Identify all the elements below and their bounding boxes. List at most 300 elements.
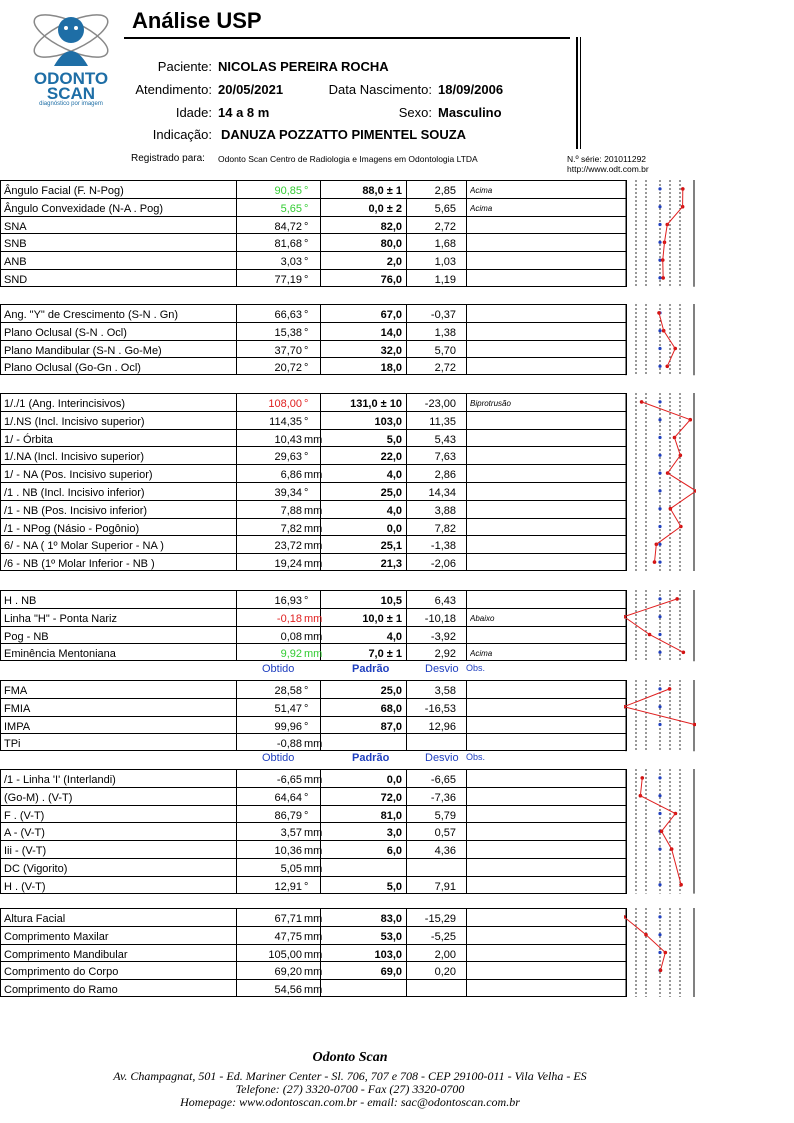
cell-name: 1/.NA (Incl. Incisivo superior) <box>4 451 144 464</box>
chart-norm-point <box>658 187 661 190</box>
cell-unit: mm <box>304 469 323 482</box>
cell-padrao: 0,0 ± 2 <box>368 202 402 215</box>
page-title: Análise USP <box>132 8 262 33</box>
cell-unit: mm <box>304 966 323 979</box>
cell-unit: ° <box>304 415 309 428</box>
table-row <box>0 961 627 979</box>
col-header-desvio: Desvio <box>425 752 459 764</box>
chart-norm-point <box>658 633 661 636</box>
logo-tagline: diagnóstico por imagem <box>39 101 103 107</box>
cell-obtido: -6,65 <box>276 774 302 786</box>
cell-obtido: 39,34 <box>274 487 302 499</box>
cell-desvio: 1,68 <box>434 238 456 251</box>
logo <box>26 6 116 106</box>
col-header-padrao: Padrão <box>352 752 390 764</box>
cell-name: (Go-M) . (V-T) <box>4 791 73 804</box>
cell-unit: mm <box>304 845 323 858</box>
cell-desvio: 5,43 <box>434 433 456 446</box>
cell-obs <box>470 680 560 698</box>
cell-unit: ° <box>304 202 309 215</box>
chart-norm-point <box>658 615 661 618</box>
cell-padrao: 14,0 <box>380 326 402 339</box>
header-frame-inner <box>578 37 581 149</box>
table-row <box>0 518 627 536</box>
table-row <box>0 464 627 482</box>
chart-deviation-line <box>642 402 696 562</box>
cell-obs <box>470 979 560 997</box>
cell-unit: ° <box>304 451 309 464</box>
cell-obtido: 81,68 <box>274 238 302 251</box>
cell-name: 6/ - NA ( 1º Molar Superior - NA ) <box>4 540 164 553</box>
cell-name: Eminência Mentoniana <box>4 648 116 661</box>
table-row <box>0 216 627 234</box>
cell-obtido: 5,05 <box>280 863 302 875</box>
chart-norm-point <box>658 915 661 918</box>
cell-padrao: 3,0 <box>386 827 402 840</box>
cell-obs <box>470 733 560 751</box>
table-row <box>0 805 627 823</box>
cell-unit: ° <box>304 702 309 715</box>
cell-obtido: 108,00 <box>268 398 302 410</box>
chart-norm-point <box>658 951 661 954</box>
cell-name: Comprimento do Ramo <box>4 984 118 997</box>
cell-obs <box>470 269 560 287</box>
cell-obs: Biprotrusão <box>470 399 511 408</box>
cell-padrao: 4,0 <box>386 469 402 482</box>
cell-obtido: 12,91 <box>274 880 302 893</box>
cell-desvio: -1,38 <box>430 540 456 553</box>
cell-desvio <box>406 733 456 751</box>
cell-name: /1 - NB (Pos. Incisivo inferior) <box>4 504 148 517</box>
footer-web: Homepage: www.odontoscan.com.br - email: sac@odontoscan.com.br <box>180 1095 520 1109</box>
cell-obtido: 15,38 <box>274 326 302 339</box>
chart-norm-point <box>658 561 661 564</box>
cell-unit: mm <box>304 433 323 446</box>
cell-desvio: 5,65 <box>434 202 456 215</box>
chart-norm-point <box>658 723 661 726</box>
cell-obs <box>470 805 560 823</box>
cell-obs <box>470 322 560 340</box>
cell-unit: ° <box>304 685 309 697</box>
chart-norm-point <box>658 687 661 690</box>
table-row <box>0 304 627 322</box>
cell-name: Linha "H" - Ponta Nariz <box>4 612 117 625</box>
paciente-value: NICOLAS PEREIRA ROCHA <box>218 59 389 74</box>
cell-obs <box>470 840 560 858</box>
cell-unit: ° <box>304 256 309 269</box>
cell-obs <box>470 251 560 269</box>
cell-obtido: 6,86 <box>280 469 302 482</box>
cell-name: Comprimento do Corpo <box>4 966 119 979</box>
cell-name: Comprimento Maxilar <box>4 930 109 943</box>
cell-unit: mm <box>304 863 323 875</box>
chart-norm-point <box>658 347 661 350</box>
cell-unit: mm <box>304 558 323 571</box>
cell-obtido: 19,24 <box>274 558 302 571</box>
nascimento-value: 18/09/2006 <box>438 82 504 97</box>
cell-unit: ° <box>304 326 309 339</box>
cell-padrao: 81,0 <box>380 809 402 822</box>
table-row <box>0 590 627 608</box>
cell-desvio: 2,00 <box>434 948 456 961</box>
table-row <box>0 908 627 926</box>
chart-norm-point <box>658 400 661 403</box>
cell-name: 1/./1 (Ang. Interincisivos) <box>4 398 126 410</box>
cell-obs <box>470 500 560 518</box>
cell-desvio: 1,03 <box>434 256 456 269</box>
cell-obs <box>470 787 560 805</box>
table-row <box>0 393 627 411</box>
cell-obs <box>470 626 560 644</box>
table-row <box>0 198 627 216</box>
table-row <box>0 643 627 661</box>
cell-padrao: 6,0 <box>386 845 402 858</box>
cell-name: 1/.NS (Incl. Incisivo superior) <box>4 415 145 428</box>
cell-unit: mm <box>304 738 323 751</box>
cell-unit: ° <box>304 809 309 822</box>
nascimento-label: Data Nascimento: <box>328 82 432 97</box>
deviation-chart <box>624 175 696 1005</box>
chart-norm-point <box>658 489 661 492</box>
cell-obs <box>470 908 560 926</box>
table-row <box>0 446 627 464</box>
cell-desvio: 3,58 <box>434 685 456 697</box>
cell-unit: ° <box>304 344 309 357</box>
cell-name: Ang. "Y" de Crescimento (S-N . Gn) <box>4 309 179 321</box>
cell-unit: ° <box>304 880 309 893</box>
chart-norm-point <box>658 436 661 439</box>
cell-padrao: 0,0 <box>386 522 402 535</box>
cell-name: /6 - NB (1º Molar Inferior - NB ) <box>4 558 155 571</box>
cell-padrao: 103,0 <box>374 415 402 428</box>
col-header-obs: Obs. <box>466 663 486 673</box>
idade-label: Idade: <box>175 105 212 120</box>
cell-obtido: 7,88 <box>280 504 302 517</box>
cell-desvio: 14,34 <box>428 487 456 499</box>
header-frame <box>566 37 578 149</box>
table-row <box>0 822 627 840</box>
cell-desvio <box>406 858 456 876</box>
cell-desvio: 1,19 <box>434 274 456 286</box>
chart-norm-point <box>658 276 661 279</box>
indicacao-value: DANUZA POZZATTO PIMENTEL SOUZA <box>221 127 467 142</box>
cell-obs <box>470 944 560 962</box>
table-row <box>0 251 627 269</box>
cell-padrao: 22,0 <box>380 451 402 464</box>
footer-phone: Telefone: (27) 3320-0700 - Fax (27) 3320-0700 <box>235 1082 465 1096</box>
table-row <box>0 340 627 358</box>
cell-obtido: 114,35 <box>269 415 302 428</box>
chart-norm-point <box>658 241 661 244</box>
cell-obtido: 28,58 <box>274 685 302 697</box>
cell-desvio: 12,96 <box>428 720 456 733</box>
table-row <box>0 429 627 447</box>
cell-name: /1 . NB (Incl. Incisivo inferior) <box>4 487 145 499</box>
cell-obtido: 5,65 <box>280 202 302 215</box>
chart-norm-point <box>658 365 661 368</box>
cell-padrao: 68,0 <box>380 702 402 715</box>
table-row <box>0 626 627 644</box>
chart-value-point <box>665 365 669 369</box>
cell-obtido: 23,72 <box>274 540 302 553</box>
table-row <box>0 233 627 251</box>
idade-value: 14 a 8 m <box>218 105 270 120</box>
cell-name: SNB <box>4 238 27 251</box>
sexo-value: Masculino <box>438 105 502 120</box>
cell-obs: Acima <box>470 649 493 659</box>
cell-padrao: 88,0 ± 1 <box>362 185 402 197</box>
cell-obs <box>470 357 560 375</box>
cell-obtido: 105,00 <box>268 948 302 961</box>
table-row <box>0 411 627 429</box>
atendimento-label: Atendimento: <box>135 82 212 97</box>
table-row <box>0 608 627 626</box>
cell-obtido: 47,75 <box>274 930 302 943</box>
cell-desvio: -10,18 <box>424 612 456 625</box>
cell-unit: ° <box>304 720 309 733</box>
cell-padrao <box>322 733 402 751</box>
cell-name: A - (V-T) <box>4 827 45 840</box>
chart-norm-point <box>658 418 661 421</box>
cell-padrao <box>322 979 402 997</box>
cell-unit: mm <box>304 913 323 925</box>
cell-obs <box>470 716 560 734</box>
cell-unit: ° <box>304 238 309 251</box>
chart-norm-point <box>658 472 661 475</box>
cell-name: Altura Facial <box>4 913 66 925</box>
cell-desvio: -3,92 <box>430 630 456 643</box>
cell-unit: ° <box>304 487 309 499</box>
cell-obs <box>470 876 560 894</box>
cell-padrao: 103,0 <box>374 948 402 961</box>
chart-norm-point <box>658 848 661 851</box>
cell-name: H . NB <box>4 595 37 607</box>
cell-padrao: 21,3 <box>380 558 402 571</box>
cell-name: Plano Mandibular (S-N . Go-Me) <box>4 344 162 357</box>
cell-name: /1 - Linha 'I' (Interlandi) <box>4 774 116 786</box>
cell-obtido: 7,82 <box>280 522 302 535</box>
cell-obs <box>470 858 560 876</box>
table-row <box>0 698 627 716</box>
cell-padrao: 0,0 <box>386 774 402 786</box>
cell-padrao: 67,0 <box>380 309 402 321</box>
cell-unit: mm <box>304 774 323 786</box>
cell-desvio: 7,82 <box>434 522 456 535</box>
cell-desvio: -0,37 <box>430 309 456 321</box>
cell-name: SND <box>4 274 28 286</box>
cell-name: Iii - (V-T) <box>4 845 47 858</box>
cell-unit: ° <box>304 791 309 804</box>
cell-desvio: 7,63 <box>434 451 456 464</box>
cell-obs <box>470 769 560 787</box>
cell-obs <box>470 233 560 251</box>
chart-norm-point <box>658 507 661 510</box>
cell-name: TPi <box>4 738 21 751</box>
cell-obtido: 3,57 <box>280 827 302 840</box>
cell-unit: ° <box>304 274 309 286</box>
cell-obs <box>470 429 560 447</box>
cell-obs <box>470 216 560 234</box>
cell-desvio: 7,91 <box>434 880 456 893</box>
chart-norm-point <box>658 597 661 600</box>
table-row <box>0 787 627 805</box>
cell-padrao: 5,0 <box>386 433 402 446</box>
table-row <box>0 500 627 518</box>
cell-padrao: 76,0 <box>380 274 402 286</box>
cell-unit: mm <box>304 612 323 625</box>
cell-obtido: -0,88 <box>276 738 302 751</box>
cell-padrao: 69,0 <box>380 966 402 979</box>
cell-unit: ° <box>304 309 309 321</box>
cell-padrao: 53,0 <box>380 930 402 943</box>
col-header-obs: Obs. <box>466 752 486 762</box>
cell-name: 1/ - NA (Pos. Incisivo superior) <box>4 469 153 482</box>
cell-unit: mm <box>304 948 323 961</box>
chart-norm-point <box>658 329 661 332</box>
cell-name: Comprimento Mandibular <box>4 948 128 961</box>
cell-desvio: 4,36 <box>434 845 456 858</box>
logo-brand-1: ODONTO <box>33 69 109 88</box>
cell-obtido: 10,36 <box>274 845 302 858</box>
cell-desvio: 5,79 <box>434 809 456 822</box>
cell-padrao: 4,0 <box>386 504 402 517</box>
cell-unit: ° <box>304 362 309 375</box>
chart-norm-point <box>658 776 661 779</box>
cell-desvio: -2,06 <box>430 558 456 571</box>
cell-obtido: 84,72 <box>274 220 302 233</box>
cell-padrao: 2,0 <box>386 256 402 269</box>
cell-obs: Acima <box>470 186 493 195</box>
cell-obs <box>470 698 560 716</box>
cell-desvio: 2,86 <box>434 469 456 482</box>
cell-name: 1/ - Órbita <box>4 433 53 446</box>
registrado-value: Odonto Scan Centro de Radiologia e Imagens em Odontologia LTDA <box>218 154 478 164</box>
chart-norm-point <box>658 525 661 528</box>
cell-padrao: 25,0 <box>380 487 402 499</box>
cell-obs <box>470 411 560 429</box>
table-row <box>0 180 627 198</box>
sexo-label: Sexo: <box>398 105 432 120</box>
cell-unit: ° <box>304 398 309 410</box>
cell-unit: mm <box>304 504 323 517</box>
cell-unit: mm <box>304 522 323 535</box>
table-row <box>0 680 627 698</box>
cell-obtido: 51,47 <box>274 702 302 715</box>
cell-name: Plano Oclusal (S-N . Ocl) <box>4 326 127 339</box>
cell-desvio: 2,92 <box>434 648 456 661</box>
cell-obs <box>470 553 560 571</box>
cell-obtido: 3,03 <box>280 256 302 269</box>
cell-obtido: 0,08 <box>280 630 302 643</box>
header-divider <box>124 37 570 39</box>
table-row <box>0 716 627 734</box>
cell-unit: ° <box>304 185 309 197</box>
cell-padrao: 7,0 ± 1 <box>368 648 402 661</box>
cell-padrao: 25,0 <box>380 685 402 697</box>
paciente-label: Paciente: <box>157 59 212 74</box>
cell-obtido: 99,96 <box>274 720 302 733</box>
cell-unit: mm <box>304 630 323 643</box>
cell-padrao: 18,0 <box>380 362 402 375</box>
cell-padrao: 32,0 <box>380 344 402 357</box>
cell-unit: mm <box>304 930 323 943</box>
table-row <box>0 876 627 894</box>
cell-obtido: 66,63 <box>274 309 302 321</box>
cell-desvio: 2,72 <box>434 362 456 375</box>
cell-name: SNA <box>4 220 27 233</box>
cell-desvio: 1,38 <box>434 326 456 339</box>
cell-unit: ° <box>304 220 309 233</box>
cell-obs <box>470 926 560 944</box>
chart-norm-point <box>658 651 661 654</box>
chart-norm-point <box>658 705 661 708</box>
serie-number: N.º série: 201011292 <box>567 154 647 164</box>
cell-name: FMA <box>4 685 28 697</box>
chart-norm-point <box>658 223 661 226</box>
cell-padrao <box>322 858 402 876</box>
table-row <box>0 535 627 553</box>
cell-name: Ângulo Convexidade (N-A . Pog) <box>4 202 163 215</box>
cell-padrao: 83,0 <box>380 913 402 925</box>
cell-name: /1 - NPog (Násio - Pogônio) <box>4 522 140 535</box>
logo-brand-2: SCAN <box>46 84 96 103</box>
cell-padrao: 72,0 <box>380 791 402 804</box>
cell-obs <box>470 535 560 553</box>
cell-desvio: 6,43 <box>434 595 456 607</box>
atendimento-value: 20/05/2021 <box>218 82 284 97</box>
table-row <box>0 944 627 962</box>
cell-name: H . (V-T) <box>4 880 46 893</box>
cell-obs <box>470 518 560 536</box>
table-row <box>0 926 627 944</box>
cell-obtido: 29,63 <box>274 451 302 464</box>
cell-obtido: 64,64 <box>274 791 302 804</box>
cell-obtido: 90,85 <box>274 185 302 197</box>
cell-obtido: 54,56 <box>274 984 302 997</box>
cell-obtido: 86,79 <box>274 809 302 822</box>
chart-norm-point <box>658 794 661 797</box>
cell-desvio: 5,70 <box>434 344 456 357</box>
site-url: http://www.odt.com.br <box>567 164 649 174</box>
cell-name: F . (V-T) <box>4 809 45 822</box>
registrado-label: Registrado para: <box>131 153 205 164</box>
cell-desvio: -7,36 <box>430 791 456 804</box>
cell-unit: mm <box>304 648 323 661</box>
cell-desvio: -15,29 <box>424 913 456 925</box>
cell-name: FMIA <box>4 702 31 715</box>
cell-desvio: 3,88 <box>434 504 456 517</box>
cell-desvio: 2,72 <box>434 220 456 233</box>
cell-obtido: 37,70 <box>274 344 302 357</box>
cell-padrao: 4,0 <box>386 630 402 643</box>
cell-unit: mm <box>304 540 323 553</box>
cell-obs <box>470 822 560 840</box>
footer-address: Av. Champagnat, 501 - Ed. Mariner Center - Sl. 706, 707 e 708 - CEP 29100-011 - Vila Velha - ES <box>113 1069 587 1083</box>
cell-obs <box>470 961 560 979</box>
chart-norm-point <box>658 883 661 886</box>
table-row <box>0 858 627 876</box>
col-header-obtido: Obtido <box>262 752 295 764</box>
cell-desvio: 11,35 <box>429 415 456 428</box>
cell-name: DC (Vigorito) <box>4 863 68 875</box>
chart-deviation-line <box>624 917 665 970</box>
chart-deviation-line <box>624 599 683 652</box>
cell-obtido: 67,71 <box>274 913 302 925</box>
cell-unit: mm <box>304 984 323 997</box>
cell-obtido: 10,43 <box>274 433 302 446</box>
cell-padrao: 82,0 <box>380 220 402 233</box>
cell-desvio: -5,25 <box>430 930 456 943</box>
